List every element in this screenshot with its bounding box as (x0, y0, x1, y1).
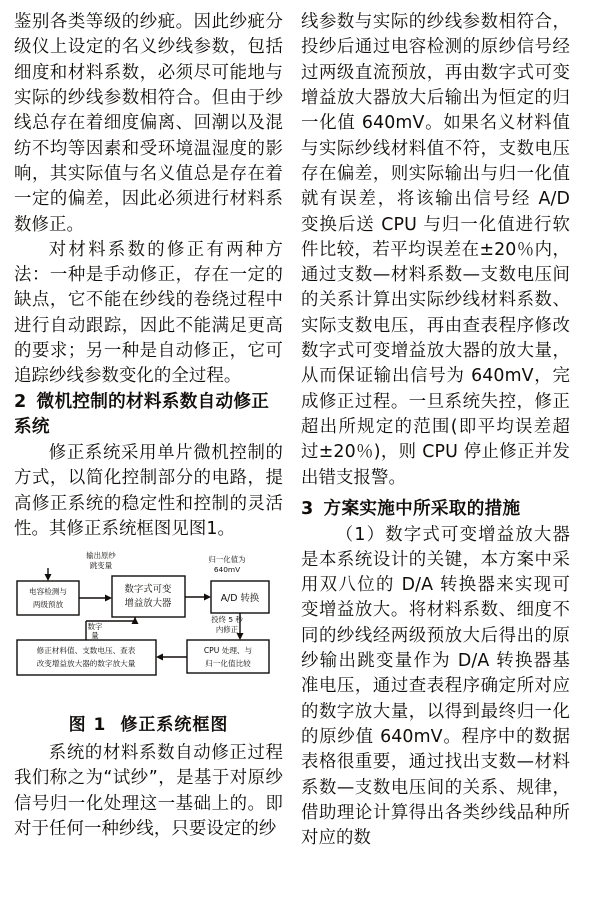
section-title-3: 方案实施中所采取的措施 (323, 498, 521, 519)
block-label-adc: A/D 转换 (220, 593, 260, 605)
paragraph-right-1: 线参数与实际的纱线参数相符合，投纱后通过电容检测的原纱信号经过两级直流预放，再由数字式可变增益放大器放大后输出为恒定的归一化值 640mV。如果名义材料值与实际纱线材料值不符，支数电压存在偏差，则实际输出与归一化值就有误差，将该输出信号经 A/D 变换后送 CPU 与归一化值进行软件比较，若平均误差在±20％内，通过支数—材料系数—支数电压间的关系计算出实际纱线材料系数、实际支数电压，再由查表程序修改数字式可变增益放大器的放大量，从而保证输出信号为 640mV，完成修正过程。一旦系统失控，修正超出所规定的范围(即平均误差超过±20％)，则 CPU 停止修正并发出错支报警。 (301, 12, 570, 488)
paragraph-right-2: （1）数字式可变增益放大器是本系统设计的关键，本方案中采用双八位的 D/A 转换器来实现可变增益放大。将材料系数、细度不同的纱线经两级预放大后得出的原纱输出跳变量作为 D/A 转换器基准电压，通过查表程序确定所对应的数字放大量，以得到最终归一化的原纱值 640mV。程序中的数据表格很重要，通过找出支数—材料系数—支数电压间的关系、规律，借助理论计算得出各类纱线品种所对应的数 (301, 524, 570, 849)
figure-1 (14, 548, 283, 735)
annotation-norm-4: 内修正 (215, 625, 239, 635)
section-number-3: 3 (301, 498, 314, 519)
paragraph-left-1: 鉴别各类等级的纱疵。因此纱疵分级仪上设定的名义纱线参数，包括细度和材料系数，必须尽可能地与实际的纱线参数相符合。但由于纱线总存在着细度偏离、回潮以及混纺不均等因素和受环境温湿度的影响，其实际值与名义值总是存在着一定的偏差，因此必须进行材料系数修正。 (14, 12, 283, 235)
section-heading-2 (14, 390, 283, 441)
section-heading-3 (301, 497, 570, 523)
figure-1-title: 修正系统框图 (120, 715, 229, 736)
paragraph-left-4: 系统的材料系数自动修正过程我们称之为“试纱”，是基于对原纱信号归一化处理这一基础上的。即对于任何一种纱线，只要设定的纱 (14, 743, 283, 840)
block-label-modify: 修正材料值、支数电压、查表 (36, 646, 136, 656)
annotation-digit-1: 数字 (87, 622, 103, 632)
figure-1-number: 图 1 (68, 715, 107, 736)
section-number-2: 2 (14, 391, 27, 412)
paragraph-left-2: 对材料系数的修正有两种方法：一种是手动修正，存在一定的缺点，它不能在纱线的卷绕过程中进行自动跟踪，因此不能满足更高的要求；另一种是自动修正，它可追踪纱线参数变化的全过程。 (14, 239, 283, 387)
section-title-2: 微机控制的材料系数自动修正系统 (14, 391, 270, 438)
block-label-modify-2: 改变增益放大器的数字放大量 (36, 659, 136, 669)
annotation-norm-2: 640mV (213, 565, 241, 575)
block-label-amp: 数字式可变 (124, 584, 172, 596)
annotation-input-2: 跳变量 (89, 561, 113, 571)
block-label-detect: 电容检测与 (29, 587, 67, 597)
annotation-norm-1: 归一化值为 (208, 555, 246, 565)
block-label-detect-2: 两级预放 (32, 600, 64, 610)
block-label-amp-2: 增益放大器 (124, 598, 172, 610)
annotation-input-1: 输出原纱 (86, 551, 116, 561)
paragraph-left-3: 修正系统采用单片微机控制的方式，以简化控制部分的电路，提高修正系统的稳定性和控制的灵活性。其修正系统框图见图1。 (14, 442, 283, 539)
figure-1-caption (14, 710, 283, 735)
block-label-cpu: CPU 处理、与 (203, 646, 253, 656)
annotation-norm-3: 投终 5 秒 (211, 615, 243, 625)
annotation-digit-2: 量 (91, 631, 99, 641)
block-label-cpu-2: 归一化值比较 (205, 659, 251, 669)
left-column (14, 10, 283, 899)
right-column (301, 10, 570, 899)
system-block-diagram (15, 548, 282, 700)
